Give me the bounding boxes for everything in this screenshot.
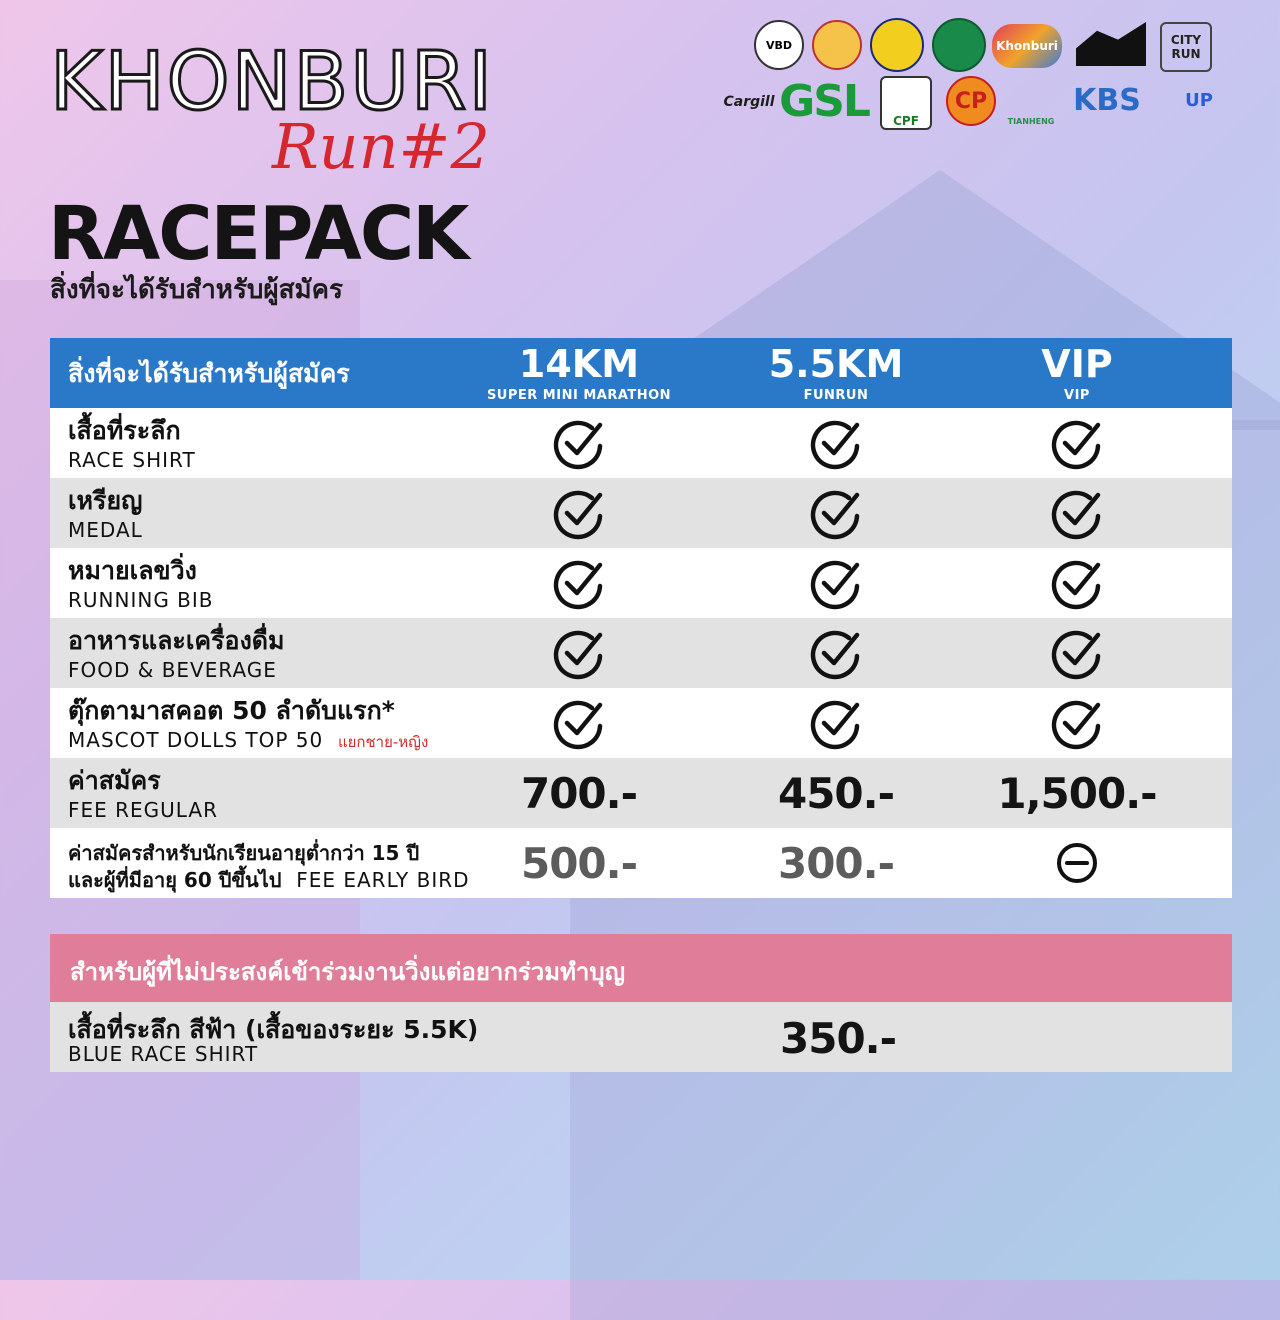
table-row	[50, 478, 1232, 548]
sponsor-logo-seal	[870, 18, 924, 72]
column-header-14km	[464, 340, 694, 404]
check-icon	[962, 486, 1192, 540]
sponsor-logo-up: UP	[1185, 89, 1213, 111]
fee-regular-row	[50, 758, 1232, 828]
price-cell	[962, 766, 1192, 820]
check-icon	[721, 556, 951, 610]
table-row	[50, 688, 1232, 758]
donation-header-label: สำหรับผู้ที่ไม่ประสงค์เข้าร่วมงานวิ่งแต่อยากร่วมทำบุญ	[70, 958, 626, 986]
table-header-label: สิ่งที่จะได้รับสำหรับผู้สมัคร	[68, 359, 350, 388]
price-cell	[464, 766, 694, 820]
check-icon	[464, 626, 694, 680]
fee-5-5km: 450.-	[777, 768, 895, 818]
check-icon	[464, 696, 694, 750]
fee-vip: 1,500.-	[997, 768, 1157, 818]
column-subtitle: FUNRUN	[803, 388, 869, 403]
item-english-text: MASCOT DOLLS TOP 50	[68, 728, 324, 752]
donation-header	[50, 934, 1232, 1002]
price-cell	[721, 836, 951, 890]
run-number: Run#2	[272, 110, 490, 183]
item-thai-label: หมายเลขวิ่ง	[68, 556, 197, 585]
column-header-vip	[962, 340, 1192, 404]
item-thai-label: เหรียญ	[68, 486, 143, 515]
fee-early-row	[50, 828, 1232, 898]
donation-item-english: BLUE RACE SHIRT	[68, 1042, 259, 1066]
item-thai-label: เสื้อที่ระลึก	[68, 416, 181, 445]
sponsor-logo-cityrun: CITY RUN	[1160, 22, 1212, 72]
check-icon	[721, 486, 951, 540]
table-row	[50, 548, 1232, 618]
fee-14km: 700.-	[520, 768, 638, 818]
check-icon	[464, 486, 694, 540]
item-note: แยกชาย-หญิง	[337, 733, 429, 751]
sponsor-logo-cpf: CPF	[880, 76, 932, 130]
sponsor-logos	[720, 16, 1240, 136]
racepack-table	[50, 338, 1232, 898]
check-icon	[721, 416, 951, 470]
sponsor-logo-cp: CP	[946, 76, 996, 126]
table-row	[50, 618, 1232, 688]
table-header	[50, 338, 1232, 408]
fee-early-5-5km: 300.-	[777, 838, 895, 888]
fee-thai-label: ค่าสมัคร	[68, 766, 161, 795]
check-icon	[962, 626, 1192, 680]
column-name: 5.5KM	[768, 342, 904, 386]
check-icon	[721, 696, 951, 750]
column-name: 14KM	[518, 342, 640, 386]
check-icon	[464, 416, 694, 470]
sponsor-logo-kbs: KBS	[1073, 82, 1141, 118]
column-name: VIP	[1041, 342, 1113, 386]
donation-price: 350.-	[780, 1014, 897, 1063]
table-row	[50, 408, 1232, 478]
price-cell	[721, 766, 951, 820]
column-subtitle: VIP	[1064, 388, 1090, 403]
check-icon	[962, 696, 1192, 750]
sponsor-logo-bird	[1076, 22, 1146, 66]
sponsor-logo-gsl: GSL	[779, 75, 869, 127]
fee-early-thai-line2: และผู้ที่มีอายุ 60 ปีขึ้นไป	[68, 868, 282, 892]
check-icon	[464, 556, 694, 610]
item-thai-label: ตุ๊กตามาสคอต 50 ลำดับแรก*	[68, 696, 395, 725]
page-subtitle: สิ่งที่จะได้รับสำหรับผู้สมัคร	[50, 275, 344, 305]
sponsor-logo-khonburi: Khonburi	[992, 24, 1062, 68]
item-english-label: MEDAL	[68, 518, 143, 542]
donation-table	[50, 934, 1232, 1072]
minus-circle-icon	[962, 836, 1192, 890]
event-title	[50, 35, 495, 183]
item-english-label: FOOD & BEVERAGE	[68, 658, 277, 682]
sponsor-logo-cargill: Cargill	[723, 94, 775, 110]
item-thai-label: อาหารและเครื่องดื่ม	[68, 626, 285, 655]
sponsor-logo-vbd: VBD	[754, 20, 804, 70]
fee-early-english: FEE EARLY BIRD	[296, 868, 470, 892]
check-icon	[962, 556, 1192, 610]
item-english-label: RUNNING BIB	[68, 588, 214, 612]
page-title: RACEPACK	[48, 191, 468, 277]
check-icon	[721, 626, 951, 680]
fee-early-line2	[68, 868, 470, 892]
item-english-label	[68, 728, 428, 754]
donation-item-thai: เสื้อที่ระลึก สีฟ้า (เสื้อของระยะ 5.5K)	[68, 1015, 479, 1044]
sponsor-logo-tianheng: TIANHENG	[1007, 117, 1055, 126]
item-english-label: RACE SHIRT	[68, 448, 196, 472]
column-subtitle: SUPER MINI MARATHON	[486, 388, 672, 403]
check-icon	[962, 416, 1192, 470]
column-header-5-5km	[721, 340, 951, 404]
sponsor-logo-emblem	[812, 20, 862, 70]
sponsor-logo-health	[932, 18, 986, 72]
fee-english-label: FEE REGULAR	[68, 798, 218, 822]
table-row	[50, 1002, 1232, 1072]
brand-name: KHONBURI	[50, 35, 495, 128]
price-cell	[464, 836, 694, 890]
fee-early-thai-line1: ค่าสมัครสำหรับนักเรียนอายุต่ำกว่า 15 ปี	[68, 841, 420, 865]
fee-early-14km: 500.-	[520, 838, 638, 888]
